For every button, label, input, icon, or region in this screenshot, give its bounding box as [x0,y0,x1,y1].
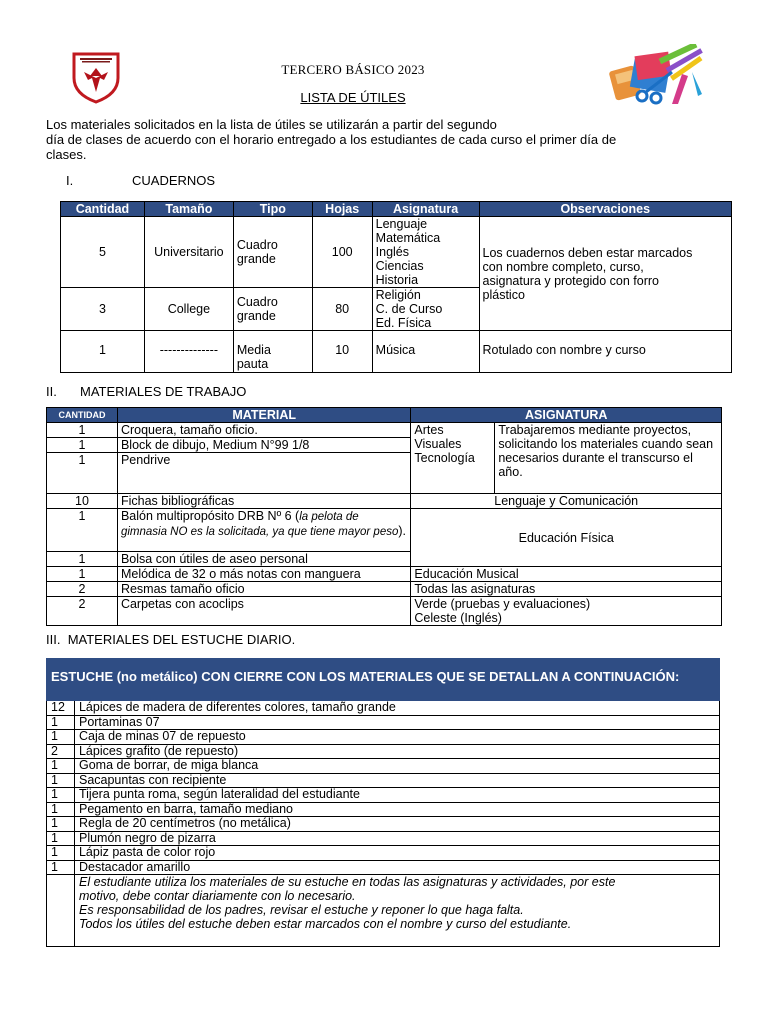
asignatura-line: Historia [375,273,419,287]
observaciones-cell: Rotulado con nombre y curso [479,331,731,373]
section-heading-cuadernos [66,173,215,188]
cantidad-cell: 1 [47,509,118,552]
cantidad-cell: 1 [47,773,75,788]
item-cell: Plumón negro de pizarra [74,831,719,846]
item-cell: Regla de 20 centímetros (no metálica) [74,817,719,832]
tipo-line: Cuadro [236,295,278,309]
item-cell: Lápices grafito (de repuesto) [74,744,719,759]
observacion-line: Los cuadernos deben estar marcados [482,245,693,260]
observacion-line: asignatura y protegido con forro [482,273,660,288]
estuche-table [46,658,720,947]
observacion-line: con nombre completo, curso, [482,259,644,274]
table-row [47,730,720,745]
estuche-note [74,875,719,947]
asignatura-line: Inglés [375,245,410,259]
asignatura-line: Matemática [375,231,441,245]
asignatura-line: Religión [375,288,421,302]
cantidad-cell: 3 [61,288,145,331]
tipo-line: grande [236,309,276,323]
material-cell: Melódica de 32 o más notas con manguera [117,567,410,582]
material-cell [117,509,410,552]
asignatura-cell [372,288,479,331]
asignatura-line: Celeste (Inglés) [414,611,502,625]
hojas-cell: 100 [312,217,372,288]
cantidad-cell: 1 [47,817,75,832]
section-title: CUADERNOS [132,173,216,188]
asignatura-cell: Educación Física [411,509,722,567]
table-row [47,494,722,509]
cantidad-cell: 1 [61,331,145,373]
document-title: TERCERO BÁSICO 2023 [281,62,425,77]
material-cell: Block de dibujo, Medium N°99 1/8 [117,438,410,453]
cantidad-cell: 1 [47,831,75,846]
column-header: ASIGNATURA [411,408,722,423]
item-cell: Portaminas 07 [74,715,719,730]
cantidad-cell: 1 [47,788,75,803]
tipo-line: Cuadro [236,238,278,252]
tipo-cell [233,217,312,288]
cantidad-cell: 1 [47,802,75,817]
section-number: III. [46,632,61,647]
tipo-cell [233,331,312,373]
item-cell: Caja de minas 07 de repuesto [74,730,719,745]
column-header: Asignatura [372,202,479,217]
table-row [47,701,720,716]
material-cell: Carpetas con acoclips [117,597,410,626]
asignatura-line: Verde (pruebas y evaluaciones) [414,597,591,611]
asignatura-line: Ed. Física [375,316,432,330]
cantidad-cell: 1 [47,567,118,582]
hojas-cell: 10 [312,331,372,373]
column-header: Cantidad [61,202,145,217]
cantidad-cell: 1 [47,453,118,494]
section-number: II. [46,384,57,399]
material-text: ). [398,524,407,538]
table-row [47,860,720,875]
item-cell: Tijera punta roma, según lateralidad del estudiante [74,788,719,803]
material-text: Balón multipropósito DRB Nº 6 ( [120,509,300,523]
material-note: la pelota de gimnasia NO es la solicitada, ya que tiene mayor peso [120,511,399,538]
materiales-table [46,407,722,626]
cantidad-cell: 1 [47,730,75,745]
table-row [47,831,720,846]
material-cell: Pendrive [117,453,410,494]
asignatura-cell [411,423,495,494]
asignatura-cell [372,217,479,288]
table-row [47,509,722,552]
column-header: Hojas [312,202,372,217]
note-line: Todos los útiles del estuche deben estar marcados con el nombre y curso del estudiante. [78,917,572,931]
column-header: MATERIAL [117,408,410,423]
table-row [47,744,720,759]
tipo-line: pauta [236,357,269,371]
cantidad-cell: 1 [47,860,75,875]
note-line: motivo, debe contar diariamente con lo necesario. [78,889,356,903]
column-header: Tipo [233,202,312,217]
material-cell: Croquera, tamaño oficio. [117,423,410,438]
note-line: Es responsabilidad de los padres, revisar el estuche y reponer lo que haga falta. [78,903,524,917]
tamano-cell: -------------- [144,331,233,373]
column-header: Observaciones [479,202,731,217]
item-cell: Sacapuntas con recipiente [74,773,719,788]
asignatura-cell: Música [372,331,479,373]
intro-line: clases. [46,147,87,162]
item-cell: Lápiz pasta de color rojo [74,846,719,861]
table-row [61,331,732,373]
asignatura-line: Lenguaje [375,217,428,231]
table-row [47,802,720,817]
asignatura-cell: Lenguaje y Comunicación [411,494,722,509]
cantidad-cell: 2 [47,582,118,597]
item-cell: Lápices de madera de diferentes colores, tamaño grande [74,701,719,716]
table-row [47,759,720,774]
asignatura-line: Ciencias [375,259,424,273]
item-cell: Goma de borrar, de miga blanca [74,759,719,774]
table-row [61,217,732,288]
section-number: I. [66,173,74,188]
section-heading-materiales [46,384,246,399]
tipo-line: Media [236,343,271,357]
table-row [47,846,720,861]
asignatura-cell [411,597,722,626]
cantidad-cell: 2 [47,597,118,626]
document-subtitle: LISTA DE ÚTILES [300,90,406,105]
cantidad-cell: 10 [47,494,118,509]
table-row [47,875,720,947]
table-row [47,715,720,730]
material-cell: Resmas tamaño oficio [117,582,410,597]
table-row [47,582,722,597]
intro-line: día de clases de acuerdo con el horario entregado a los estudiantes de cada curso el primer día de [46,132,617,147]
cantidad-cell: 1 [47,552,118,567]
tamano-cell: Universitario [144,217,233,288]
estuche-header: ESTUCHE (no metálico) CON CIERRE CON LOS MATERIALES QUE SE DETALLAN A CONTINUACIÓN: [47,659,720,701]
intro-paragraph [46,117,726,162]
item-cell: Pegamento en barra, tamaño mediano [74,802,719,817]
observacion-line: plástico [482,287,525,302]
material-cell: Bolsa con útiles de aseo personal [117,552,410,567]
asignatura-note-cell: Trabajaremos mediante proyectos, solicitando los materiales cuando sean necesarios durante el transcurso el año. [495,423,722,494]
note-line: El estudiante utiliza los materiales de su estuche en todas las asignaturas y actividades, por este [78,875,616,889]
cantidad-cell: 12 [47,701,75,716]
cantidad-cell: 5 [61,217,145,288]
cantidad-cell: 1 [47,423,118,438]
cuadernos-table [60,201,732,373]
table-row [47,423,722,438]
asignatura-line: Visuales [414,437,462,451]
tamano-cell: College [144,288,233,331]
section-heading-estuche [46,632,295,647]
intro-line: Los materiales solicitados en la lista de útiles se utilizarán a partir del segundo [46,117,497,132]
tipo-line: grande [236,252,276,266]
material-cell: Fichas bibliográficas [117,494,410,509]
cantidad-cell: 1 [47,846,75,861]
section-title: MATERIALES DEL ESTUCHE DIARIO. [67,632,296,647]
cantidad-cell: 1 [47,715,75,730]
empty-cell [47,875,75,947]
asignatura-cell: Educación Musical [411,567,722,582]
table-row [47,597,722,626]
hojas-cell: 80 [312,288,372,331]
cantidad-cell: 1 [47,438,118,453]
tipo-cell [233,288,312,331]
column-header: Tamaño [144,202,233,217]
asignatura-line: C. de Curso [375,302,443,316]
asignatura-cell: Todas las asignaturas [411,582,722,597]
cantidad-cell: 1 [47,759,75,774]
table-row [47,773,720,788]
asignatura-line: Tecnología [414,451,475,465]
cantidad-cell: 2 [47,744,75,759]
observaciones-cell [479,217,731,331]
table-row [47,567,722,582]
table-row [47,817,720,832]
column-header: CANTIDAD [47,408,118,423]
asignatura-line: Artes [414,423,444,437]
item-cell: Destacador amarillo [74,860,719,875]
table-row [47,788,720,803]
section-title: MATERIALES DE TRABAJO [80,384,247,399]
